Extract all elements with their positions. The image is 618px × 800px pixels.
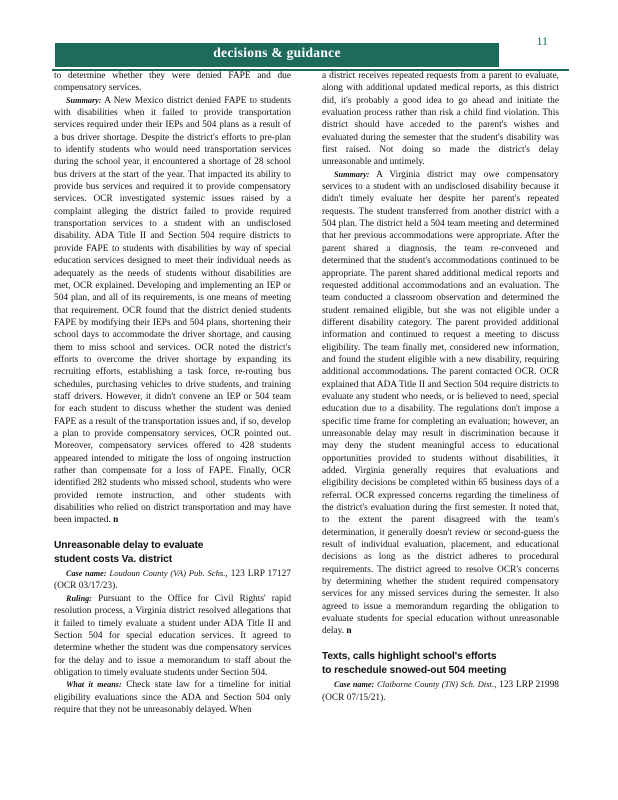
tx-article-heading (322, 650, 559, 678)
intro-paragraph: to determine whether they were denied FAPE and due compensatory services. (54, 71, 291, 94)
nm-summary-paragraph (54, 95, 291, 527)
heading-line-2: to reschedule snowed-out 504 meeting (322, 665, 507, 677)
heading-line-2: student costs Va. district (54, 553, 172, 565)
case-name-label: Case name: (66, 569, 107, 579)
case-name-label: Case name: (334, 680, 375, 690)
what-it-means-text: Check state law for a timeline for initial eligibility evaluations since the ADA and Section 504 only require that they not be unreasonably delayed. When (54, 680, 291, 715)
right-column (322, 70, 559, 704)
nm-summary-text: A New Mexico district denied FAPE to students with disabilities when it failed to provide transportation services required under their IEPs and 504 plans as a result of a bus driver shortage. Despite the district's efforts to pre-plan to identify students who would need transportation services during the school year, it encountered a shortage of 28 school bus drivers at the start of the year. That impacted its ability to provide bus services and required it to provide compensatory services. OCR investigated systemic issues raised by a complaint alleging the district failed to provide required transportation services to a student with an undisclosed disability. ADA Title II and Section 504 require districts to provide FAPE to students with disabilities by way of special education services designed to meet their individual needs as adequately as the needs of students without disabilities are met, OCR explained. Developing and implementing an IEP or 504 plan, and all of its requirements, is one means of meeting that requirement. OCR found that the district denied students FAPE by modifying their IEPs and 504 plans, shortening their school days to accommodate the driver shortage, and causing them to miss school and services. OCR noted the district's efforts to overcome the driver shortage by expanding its recruiting efforts, establishing a task force, re-routing bus schedules, purchasing vehicles to drive students, and training staff drivers. However, it didn't convene an IEP or 504 team for each student to discuss whether the student was denied FAPE as a result of the transportation issues and, if so, develop a plan to provide compensatory services, OCR pointed out. Moreover, compensatory services offered to 428 students appeared intended to mitigate the loss of ongoing instruction rather than compensate for a loss of FAPE. Finally, OCR identified 282 students who missed school, students who were provided remote instruction, and other students with disabilities who relied on district transportation and may have been impacted. (54, 95, 291, 526)
section-header-bar (55, 43, 499, 67)
va-ruling-paragraph (54, 593, 291, 679)
left-column (54, 70, 291, 716)
case-name: Claiborne County (TN) Sch. Dist. (376, 679, 495, 690)
tx-case-citation (322, 678, 559, 704)
va-means-paragraph (54, 679, 291, 716)
heading-line-1: Unreasonable delay to evaluate (54, 539, 204, 551)
page-number: 11 (536, 34, 548, 48)
va-case-citation (54, 567, 291, 593)
case-cite: , 123 LRP 21998 (OCR 07/15/21). (322, 680, 559, 703)
heading-line-1: Texts, calls highlight school's efforts (322, 650, 497, 662)
spacer (322, 638, 559, 650)
ruling-label: Ruling: (66, 593, 92, 603)
continued-paragraph: a district receives repeated requests from a parent to evaluate, along with additional updated medical reports, as this district did, it's probably a good idea to go ahead and initiate the evaluation process rather than risk a child find violation. This district should have acceded to the parent's wishes and evaluated during the semester that the student's disability was first raised. Not doing so made the district's delay unreasonable and untimely. (322, 71, 559, 168)
summary-label: Summary: (334, 169, 370, 179)
end-mark-icon: n (113, 515, 119, 526)
spacer (54, 527, 291, 539)
va-summary-text: A Virginia district may owe compensatory services to a student with an undisclosed disability because it didn't timely evaluate her despite her parent's repeated requests. The student transferred from another district with a 504 plan. The district held a 504 team meeting and determined that her previous accommodations were appropriate. After the parent shared a diagnosis, the team re-convened and determined that the student's accommodations continued to be appropriate. The parent shared additional medical reports and requested additional accommodations and an evaluation. The team conducted a classroom observation and determined the student remained eligible, but she was not eligible under a different disability category. The parent provided additional information and continued to request a meeting to discuss eligibility. The team finally met, considered new information, and found the student eligible with a new disability, requiring additional accommodations. The parent contacted OCR. OCR explained that ADA Title II and Section 504 require districts to evaluate any student who needs, or is believed to need, special education due to a disability. The regulations don't impose a specific time frame for completing an evaluation; however, an unreasonable delay may result in discrimination because it may deny the student meaningful access to educational opportunities provided to students without disabilities, it added. Virginia generally requires that evaluations and eligibility decisions be completed within 65 business days of a referral. OCR expressed concerns regarding the timeliness of the district's evaluation during the first semester. It noted that, to the extent the parent disagreed with the team's determination, it generally doesn't review or second-guess the result of individual evaluation, placement, and educational decisions as long as the district adheres to procedural requirements. The district agreed to resolve OCR's concerns by determining whether the student required compensatory services for any missed services during the semester. It also agreed to issue a memorandum regarding the obligation to evaluate students for special education without unreasonable delay. (322, 169, 559, 637)
case-cite: , 123 LRP 17127 (OCR 03/17/23). (54, 569, 291, 592)
summary-label: Summary: (66, 95, 102, 105)
what-it-means-label: What it means: (66, 680, 122, 690)
section-title: decisions & guidance (213, 45, 341, 60)
va-summary-paragraph (322, 169, 559, 638)
ruling-text: Pursuant to the Office for Civil Rights' rapid resolution process, a Virginia district resolved allegations that it failed to timely evaluate a student under ADA Title II and Section 504 for special education services. It agreed to determine whether the student was due compensatory services for the delay and to issue a memorandum to staff about the obligation to timely evaluate students under Section 504. (54, 593, 292, 678)
va-article-heading (54, 539, 291, 567)
end-mark-icon: n (346, 626, 352, 637)
case-name: Loudoun County (VA) Pub. Schs. (109, 568, 226, 579)
